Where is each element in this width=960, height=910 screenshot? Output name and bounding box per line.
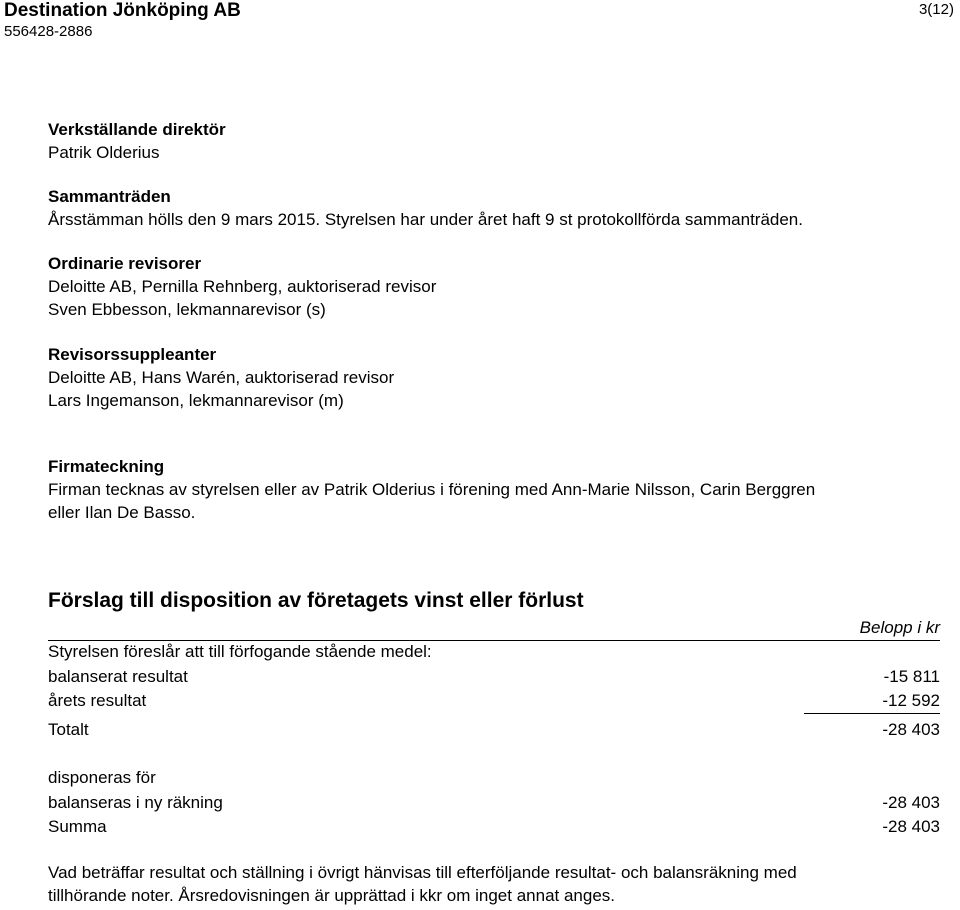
- disposition-intro: Styrelsen föreslår att till förfogande stående medel:: [48, 642, 432, 661]
- section-heading: Sammanträden: [48, 187, 171, 206]
- section-line: Deloitte AB, Pernilla Rehnberg, auktoriserad revisor: [48, 277, 437, 296]
- org-number: 556428-2886: [4, 23, 93, 40]
- total-row: [48, 719, 940, 741]
- sum-row: [48, 816, 940, 838]
- row-label: balanseras i ny räkning: [48, 793, 223, 812]
- section-heading: Ordinarie revisorer: [48, 254, 202, 273]
- row-value: -28 403: [882, 793, 940, 812]
- row-label: årets resultat: [48, 691, 147, 710]
- section-heading: Revisorssuppleanter: [48, 345, 217, 364]
- row-label: balanserat resultat: [48, 667, 188, 686]
- section-line: Deloitte AB, Hans Warén, auktoriserad revisor: [48, 368, 395, 387]
- subtotal-divider: [804, 713, 940, 714]
- row-value: -28 403: [882, 817, 940, 836]
- section-line: Årsstämman hölls den 9 mars 2015. Styrelsen har under året haft 9 st protokollförda sammanträden.: [48, 210, 803, 229]
- header-divider: [48, 640, 940, 641]
- company-name: Destination Jönköping AB: [4, 0, 241, 21]
- disposition-title: Förslag till disposition av företagets vinst eller förlust: [48, 589, 584, 612]
- disposition-footer: [48, 861, 797, 907]
- amount-header: Belopp i kr: [859, 618, 940, 637]
- row-label: Totalt: [48, 720, 89, 739]
- section-deputy-auditors: [48, 343, 394, 412]
- section-heading: Verkställande direktör: [48, 120, 226, 139]
- dispose-label: disponeras för: [48, 768, 156, 787]
- section-vd: [48, 118, 226, 164]
- row-value: -12 592: [882, 691, 940, 710]
- section-meetings: [48, 185, 803, 231]
- section-auditors: [48, 252, 436, 321]
- table-row: [48, 792, 940, 814]
- section-signatory: [48, 455, 815, 524]
- footer-line: Vad beträffar resultat och ställning i övrigt hänvisas till efterföljande resultat- och balansräkning med: [48, 863, 797, 882]
- row-value: -15 811: [883, 667, 940, 686]
- table-row: [48, 666, 940, 688]
- row-label: Summa: [48, 817, 107, 836]
- footer-line: tillhörande noter. Årsredovisningen är upprättad i kkr om inget annat anges.: [48, 886, 616, 905]
- page-number: 3(12): [918, 1, 954, 18]
- section-line: Lars Ingemanson, lekmannarevisor (m): [48, 391, 344, 410]
- section-line: Firman tecknas av styrelsen eller av Patrik Olderius i förening med Ann-Marie Nilsson, Carin Berggren: [48, 480, 816, 499]
- row-value: -28 403: [882, 720, 940, 739]
- section-heading: Firmateckning: [48, 457, 165, 476]
- section-line: Sven Ebbesson, lekmannarevisor (s): [48, 300, 326, 319]
- section-line: Patrik Olderius: [48, 143, 160, 162]
- section-line: eller Ilan De Basso.: [48, 503, 196, 522]
- table-row: [48, 690, 940, 712]
